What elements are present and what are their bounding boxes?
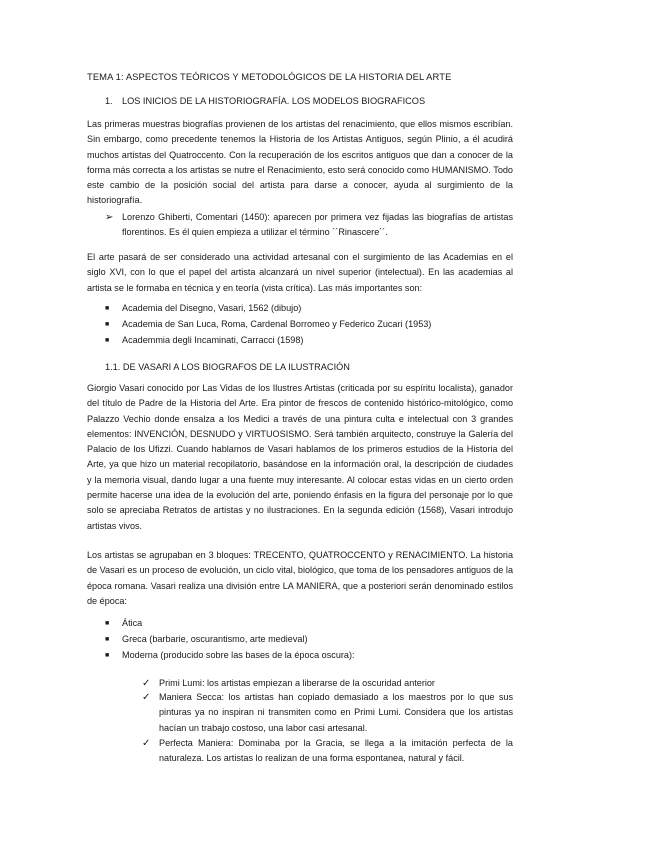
paragraph-intro: Las primeras muestras biografías provienen de los artistas del renacimiento, que ellos mismos escribían. Sin embargo, como precedente tenemos la Historia de los Artistas Antiguos, según Plinio, a él acudirá muchos artistas del Quatroccento. Con la recuperación de los escritos antiguos que dan a conocer de la forma más correcta a los artistas se nutre el Renacimiento, esto será conocido como HUMANISMO. Todo este cambio de la posición social del artista para darse a conocer, ayuda al surgimiento de la historiografía. (87, 119, 513, 206)
document-title: TEMA 1: ASPECTOS TEÓRICOS Y METODOLÓGICOS DE LA HISTORIA DEL ARTE (87, 71, 452, 82)
check-icon: ✓ (142, 678, 151, 689)
paragraph-vasari: Giorgio Vasari conocido por Las Vidas de los Ilustres Artistas (criticada por su espíritu localista), ganador del título de Padre de la Historia del Arte. Era pintor de frescos de contenido histórico-mitológico, como Palazzo Vechio donde ensalza a los Medici a través de una pintura culta e intelectual con 3 grandes elementos: INVENCIÓN, DESNUDO y VIRTUOSISMO. Será también arquitecto, construye la Galería del Palacio de los Ufizzi. Cuando hablamos de Vasari hablamos de los primeros estudios de la Historia del Arte, ya que hizo un material recopilatorio, basándose en la información oral, la descripción de ciudades y la memoria visual, dando lugar a una fuente muy interesante. Al colocar estas vidas en un cierto orden permite hacerse una idea de la evolución del arte, poniendo énfasis en la figura del personaje por lo que solo se apreciaba Retratos de artistas y no ilustraciones. En la segunda edición (1568), Vasari introdujo artistas vivos. (87, 383, 513, 531)
moderna-sub-item: Primi Lumi: los artistas empiezan a liberarse de la oscuridad anterior (159, 678, 435, 688)
style-item: Ática (122, 618, 143, 628)
paragraph-academies: El arte pasará de ser considerado una actividad artesanal con el surgimiento de las Academias en el siglo XVI, con lo que el papel del artista alcanzará un nivel superior (intelectual). En las academias al artista se le formaba en técnica y en teoría (vista crítica). Las más importantes son: (87, 252, 513, 293)
academy-item: Academia del Disegno, Vasari, 1562 (dibujo) (122, 303, 302, 313)
bullet-icon: ■ (105, 652, 110, 659)
academy-item: Academia de San Luca, Roma, Cardenal Borromeo y Federico Zucari (1953) (122, 319, 432, 329)
moderna-sub-item: Perfecta Maniera: Dominaba por la Gracia, se llega a la imitación perfecta de la naturaleza. Los artistas lo realizan de una forma espontanea, natural y fácil. (159, 738, 513, 764)
style-item: Moderna (producido sobre las bases de la época oscura): (122, 650, 355, 660)
bullet-icon: ■ (105, 337, 110, 344)
section-1-number: 1. (105, 96, 113, 106)
arrow-item-ghiberti: Lorenzo Ghiberti, Comentari (1450): aparecen por primera vez fijadas las biografías de artistas florentinos. Es él quien empieza a utilizar el término ´´Rinascere´´. (122, 212, 513, 238)
paragraph-maniera: Los artistas se agrupaban en 3 bloques: TRECENTO, QUATROCCENTO y RENACIMIENTO. La historia de Vasari es un proceso de evolución, un ciclo vital, biológico, que toma de los pensadores antiguos de la época romana. Vasari realiza una división entre LA MANIERA, que a posteriori serán denominado estilos de época: (87, 550, 513, 606)
style-item: Greca (barbarie, oscurantismo, arte medieval) (122, 634, 308, 644)
bullet-icon: ■ (105, 636, 110, 643)
bullet-icon: ■ (105, 620, 110, 627)
section-1-1-heading: 1.1. DE VASARI A LOS BIOGRAFOS DE LA ILUSTRACIÓN (105, 362, 350, 372)
arrow-bullet-icon: ➢ (105, 212, 114, 223)
check-icon: ✓ (142, 692, 151, 703)
bullet-icon: ■ (105, 305, 110, 312)
bullet-icon: ■ (105, 321, 110, 328)
check-icon: ✓ (142, 738, 151, 749)
moderna-sub-item: Maniera Secca: los artistas han copiado demasiado a los maestros por lo que sus pinturas ya no inspiran ni transmiten como en Primi Lumi. Considera que los artistas hacían un trabajo costoso, una labor casi artesanal. (159, 692, 513, 733)
section-1-heading: LOS INICIOS DE LA HISTORIOGRAFÍA. LOS MODELOS BIOGRAFICOS (122, 96, 426, 106)
academy-item: Academmia degli Incaminati, Carracci (1598) (122, 335, 304, 345)
